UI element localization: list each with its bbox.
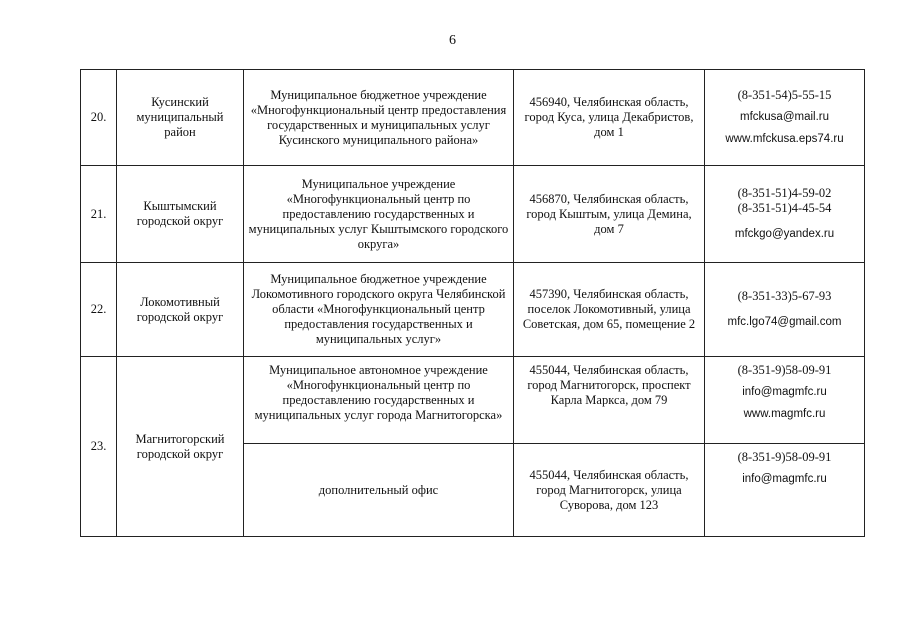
phone-secondary: (8-351-51)4-45-54 bbox=[737, 201, 832, 215]
phone: (8-351-9)58-09-91 bbox=[737, 363, 832, 377]
phone: (8-351-54)5-55-15 bbox=[737, 88, 832, 102]
row-number: 22. bbox=[81, 263, 117, 357]
row-number: 23. bbox=[81, 357, 117, 537]
organization-name: Муниципальное бюджетное учреждение «Многофункциональный центр предоставления государственных и муниципальных услуг Кусинского муниципального района» bbox=[244, 70, 514, 166]
email-link[interactable]: info@magmfc.ru bbox=[742, 386, 827, 398]
organization-name: Муниципальное автономное учреждение «Многофункциональный центр по предоставлению государственных и муниципальных услуг города Магнитогорска» bbox=[244, 357, 514, 444]
website-link[interactable]: www.mfckusa.eps74.ru bbox=[725, 133, 844, 145]
organization-name: Муниципальное бюджетное учреждение Локомотивного городского округа Челябинской области «Многофункциональный центр предоставления государственных и муниципальных услуг» bbox=[244, 263, 514, 357]
phone: (8-351-51)4-59-02 bbox=[737, 186, 832, 200]
organization-name: дополнительный офис bbox=[244, 444, 514, 537]
table-row bbox=[81, 263, 865, 357]
email-link[interactable]: mfckgo@yandex.ru bbox=[734, 228, 835, 240]
organization-name: Муниципальное учреждение «Многофункциональный центр по предоставлению государственных и муниципальных услуг Кыштымского городского округа» bbox=[244, 166, 514, 263]
address: 457390, Челябинская область, поселок Локомотивный, улица Советская, дом 65, помещение 2 bbox=[514, 263, 705, 357]
row-number: 21. bbox=[81, 166, 117, 263]
email-link[interactable]: mfc.lgo74@gmail.com bbox=[727, 316, 842, 328]
municipality-name: Локомотивный городской округ bbox=[117, 263, 244, 357]
municipality-name: Магнитогорский городской округ bbox=[117, 357, 244, 537]
phone: (8-351-9)58-09-91 bbox=[737, 450, 832, 464]
website-link[interactable]: www.magmfc.ru bbox=[743, 408, 826, 420]
contacts-cell bbox=[705, 166, 865, 263]
table-row bbox=[81, 166, 865, 263]
contacts-cell bbox=[705, 263, 865, 357]
contacts-cell bbox=[705, 357, 865, 444]
mfc-registry-table bbox=[80, 69, 865, 537]
address: 455044, Челябинская область, город Магнитогорск, улица Суворова, дом 123 bbox=[514, 444, 705, 537]
row-number: 20. bbox=[81, 70, 117, 166]
municipality-name: Кусинский муниципальный район bbox=[117, 70, 244, 166]
table-row bbox=[81, 70, 865, 166]
phone: (8-351-33)5-67-93 bbox=[737, 289, 832, 303]
contacts-cell bbox=[705, 70, 865, 166]
page-number: 6 bbox=[449, 33, 456, 48]
address: 455044, Челябинская область, город Магнитогорск, проспект Карла Маркса, дом 79 bbox=[514, 357, 705, 444]
table-row bbox=[81, 357, 865, 444]
address: 456940, Челябинская область, город Куса, улица Декабристов, дом 1 bbox=[514, 70, 705, 166]
email-link[interactable]: mfckusa@mail.ru bbox=[740, 111, 829, 123]
municipality-name: Кыштымский городской округ bbox=[117, 166, 244, 263]
email-link[interactable]: info@magmfc.ru bbox=[742, 473, 827, 485]
address: 456870, Челябинская область, город Кыштым, улица Демина, дом 7 bbox=[514, 166, 705, 263]
contacts-cell bbox=[705, 444, 865, 537]
